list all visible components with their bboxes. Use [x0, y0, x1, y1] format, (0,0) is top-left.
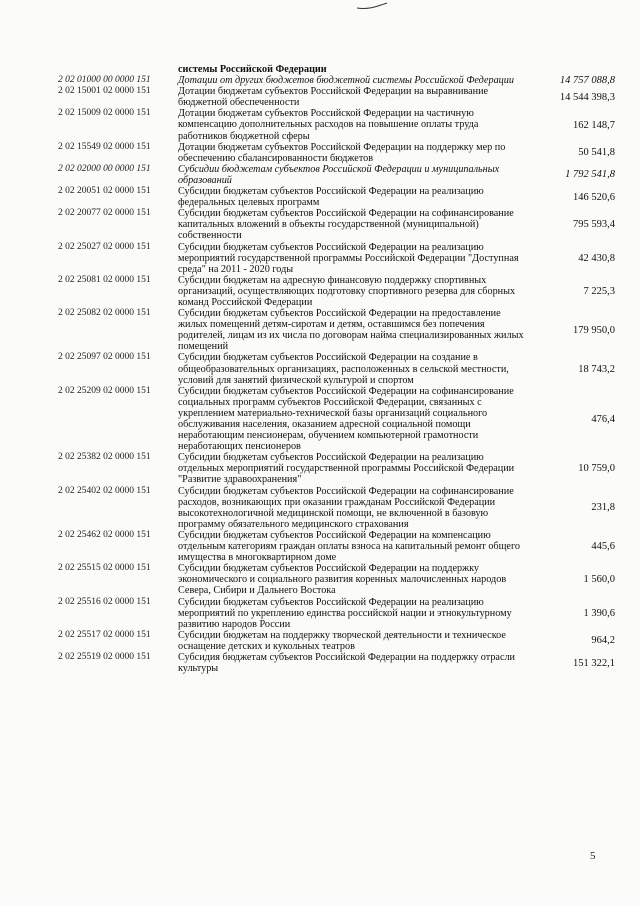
row-code: 2 02 15009 02 0000 151 — [58, 108, 151, 119]
row-code: 2 02 25027 02 0000 151 — [58, 241, 151, 252]
row-value: 179 950,0 — [573, 324, 615, 336]
row-name: Дотации бюджетам субъектов Российской Федерации на поддержку мер по обеспечению сбалансированности бюджетов — [178, 141, 506, 164]
table-row — [58, 86, 618, 108]
row-code: 2 02 25517 02 0000 151 — [58, 629, 151, 640]
row-value: 162 148,7 — [573, 119, 615, 131]
row-code: 2 02 02000 00 0000 151 — [58, 163, 151, 174]
row-code: 2 02 25462 02 0000 151 — [58, 529, 151, 540]
row-code: 2 02 25209 02 0000 151 — [58, 385, 151, 396]
row-name: Субсидии бюджетам субъектов Российской Федерации на реализацию мероприятий по укреплению единства российской нации и этнокультурному развитию народов России — [178, 596, 512, 630]
table-row — [58, 386, 618, 453]
row-code: 2 02 25515 02 0000 151 — [58, 563, 151, 574]
row-value: 231,8 — [591, 502, 615, 514]
row-code: 2 02 20077 02 0000 151 — [58, 208, 151, 219]
row-code: 2 02 20051 02 0000 151 — [58, 186, 151, 197]
row-name: Субсидии бюджетам субъектов Российской Федерации на реализацию отдельных мероприятий государственной программы Российской Федерации "Развитие здравоохранения" — [178, 452, 515, 486]
row-code: 2 02 15001 02 0000 151 — [58, 86, 151, 97]
row-name: Субсидии бюджетам субъектов Российской Федерации на реализацию федеральных целевых программ — [178, 186, 484, 209]
row-value: 7 225,3 — [583, 285, 615, 297]
row-value: 14 544 398,3 — [559, 91, 615, 103]
row-code: 2 02 01000 00 0000 151 — [58, 75, 151, 86]
row-name: Субсидии бюджетам субъектов Российской Федерации на поддержку экономического и социального развития коренных малочисленных народов Севера, Сибири и Дальнего Востока — [178, 563, 507, 597]
row-name: Субсидии бюджетам субъектов Российской Федерации на софинансирование социальных программ субъектов Российской Федерации, связанных с укреплением материально-технической базы организаций социального обслуживания населения, оказанием адресной социальной помощи неработающим пенсионерам, обучением компьютерной грамотности неработающих пенсионеров — [178, 385, 514, 453]
table-row — [58, 530, 618, 563]
row-value: 795 593,4 — [573, 219, 615, 231]
row-value: 1 792 541,8 — [565, 169, 615, 181]
row-value: 42 430,8 — [578, 252, 615, 264]
table-row — [58, 597, 618, 630]
row-value: 476,4 — [591, 413, 615, 425]
table-row — [58, 186, 618, 208]
row-name: Субсидии бюджетам на адресную финансовую поддержку спортивных организаций, осуществляющих подготовку спортивного резерва для сборных команд Российской Федерации — [178, 274, 516, 308]
row-name: Субсидии бюджетам субъектов Российской Федерации на софинансирование расходов, возникающих при оказании гражданам Российской Федерации высокотехнологичной медицинской помощи, не включенной в базовую программу обязательного медицинского страхования — [178, 485, 514, 530]
budget-table — [58, 64, 618, 674]
row-name: Субсидии бюджетам субъектов Российской Федерации и муниципальных образований — [178, 163, 500, 186]
table-row — [58, 75, 618, 86]
row-code: 2 02 25097 02 0000 151 — [58, 352, 151, 363]
row-name: Субсидии бюджетам на поддержку творческой деятельности и техническое оснащение детских и кукольных театров — [178, 629, 506, 652]
table-row — [58, 486, 618, 530]
row-name: Субсидии бюджетам субъектов Российской Федерации на реализацию мероприятий государственной программы Российской Федерации "Доступная среда" на 2011 - 2020 годы — [178, 241, 519, 275]
row-name: системы Российской Федерации — [178, 64, 327, 75]
row-value: 1 390,6 — [583, 607, 615, 619]
row-value: 445,6 — [591, 541, 615, 553]
row-value: 964,2 — [591, 635, 615, 647]
row-value: 146 520,6 — [573, 191, 615, 203]
table-row — [58, 64, 618, 75]
row-name: Субсидии бюджетам субъектов Российской Федерации на предоставление жилых помещений детям-сиротам и детям, оставшимся без попечения родителей, лицам из их числа по договорам найма специализированных жилых помещений — [178, 308, 524, 353]
row-code: 2 02 25082 02 0000 151 — [58, 308, 151, 319]
row-code: 2 02 25081 02 0000 151 — [58, 274, 151, 285]
row-code: 2 02 25382 02 0000 151 — [58, 452, 151, 463]
table-row — [58, 108, 618, 141]
row-code: 2 02 15549 02 0000 151 — [58, 141, 151, 152]
row-value: 151 322,1 — [573, 657, 615, 669]
row-name: Субсидии бюджетам субъектов Российской Федерации на софинансирование капитальных вложений в объекты государственной (муниципальной) собственности — [178, 208, 514, 242]
table-row — [58, 208, 618, 241]
table-row — [58, 308, 618, 352]
table-row — [58, 652, 618, 674]
table-row — [58, 563, 618, 596]
row-name: Субсидии бюджетам субъектов Российской Федерации на компенсацию отдельным категориям граждан оплаты взноса на капитальный ремонт общего имущества в многоквартирном доме — [178, 529, 520, 564]
row-code: 2 02 25519 02 0000 151 — [58, 651, 151, 662]
row-name: Дотации бюджетам субъектов Российской Федерации на частичную компенсацию дополнительных расходов на повышение оплаты труда работников бюджетной сферы — [178, 108, 479, 142]
row-value: 14 757 088,8 — [559, 75, 615, 87]
row-name: Дотации от других бюджетов бюджетной системы Российской Федерации — [178, 75, 514, 87]
table-row — [58, 352, 618, 385]
row-value: 10 759,0 — [578, 463, 615, 475]
row-name: Субсидия бюджетам субъектов Российской Федерации на поддержку отрасли культуры — [178, 651, 516, 675]
row-name: Дотации бюджетам субъектов Российской Федерации на выравнивание бюджетной обеспеченности — [178, 86, 489, 109]
ink-mark — [356, 2, 388, 10]
table-row — [58, 630, 618, 652]
table-row — [58, 142, 618, 164]
row-value: 1 560,0 — [583, 574, 615, 586]
page-number: 5 — [590, 850, 596, 862]
row-value: 50 541,8 — [578, 147, 615, 159]
table-row — [58, 164, 618, 186]
table-row — [58, 242, 618, 275]
row-name: Субсидии бюджетам субъектов Российской Федерации на создание в общеобразовательных организациях, расположенных в сельской местности, условий для занятий физической культурой и спортом — [178, 352, 509, 386]
table-row — [58, 275, 618, 308]
row-code: 2 02 25402 02 0000 151 — [58, 485, 151, 496]
table-row — [58, 452, 618, 485]
row-value: 18 743,2 — [578, 363, 615, 375]
row-code: 2 02 25516 02 0000 151 — [58, 596, 151, 607]
